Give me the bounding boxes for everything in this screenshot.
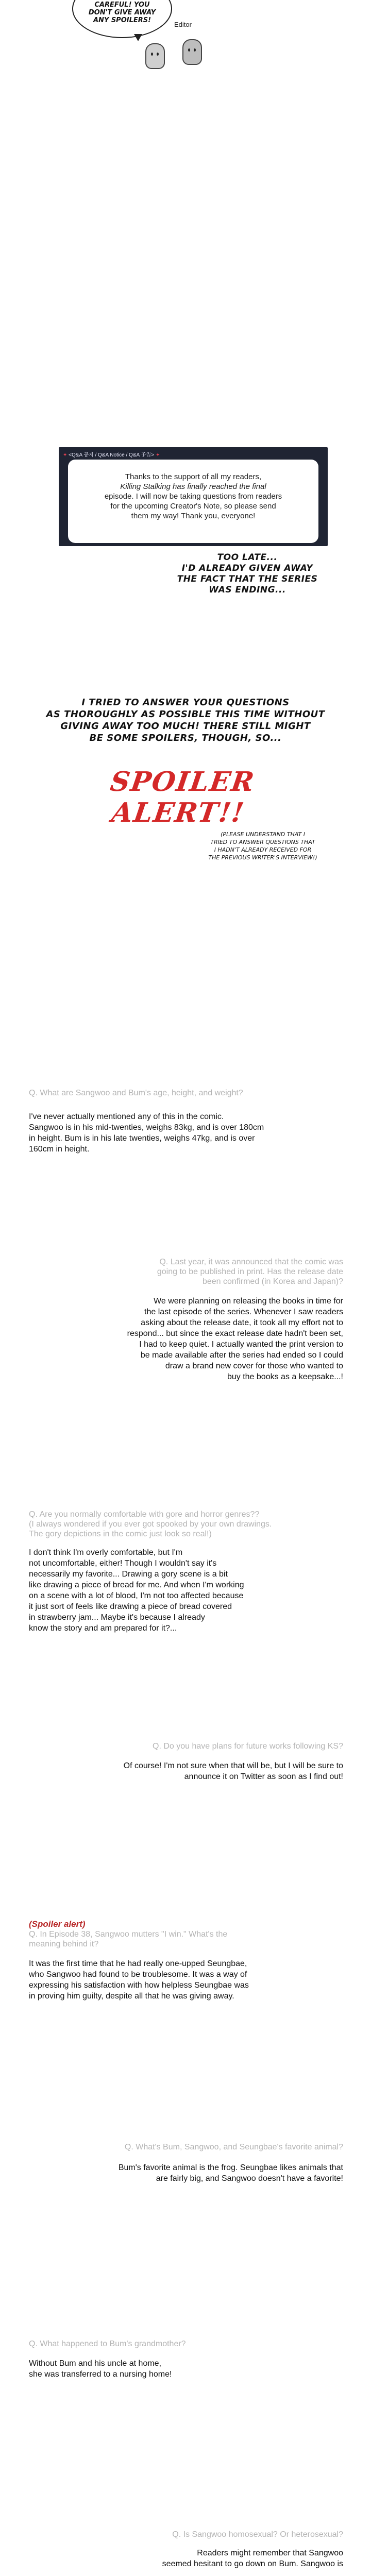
please-understand-caption [180,831,345,861]
answer [31,1296,343,1382]
answer-line: who Sangwoo had found to be troublesome. It was a way of [29,1970,247,1979]
caption-line: THE FACT THAT THE SERIES [177,574,318,584]
answer-line: Of course! I'm not sure when that will be, but I will be sure to [123,1761,343,1770]
author-character-icon [145,43,165,69]
answer-line: Without Bum and his uncle at home, [29,2359,162,2368]
answer-line: seemed hesitant to go down on Bum. Sangwoo is [162,2560,343,2568]
answer-line: Readers might remember that Sangwoo [197,2549,343,2557]
flag-icon: ✦ [156,452,160,458]
notice-message [89,472,298,521]
question-line: Q. Is Sangwoo homosexual? Or heterosexual? [172,2530,343,2539]
notice-line: Thanks to the support of all my readers, [125,472,262,481]
answer [29,1547,353,1634]
question-line: Q. In Episode 38, Sangwoo mutters "I win." What's the [29,1930,228,1939]
question [31,2142,343,2152]
caption-line: THE PREVIOUS WRITER'S INTERVIEW!) [208,854,317,861]
caption-line: TOO LATE... [217,552,278,563]
notice-line: Killing Stalking has finally reached the final [120,482,266,491]
answer [31,1760,343,1782]
qa-notice-panel [59,447,328,546]
answer-line: I had to keep quiet. I actually wanted the print version to [139,1340,343,1349]
answer-line: like drawing a piece of bread for me. And when I'm working [29,1581,244,1589]
answer [29,1111,348,1155]
answer [31,2162,343,2184]
question [31,1257,343,1286]
answer-line: in proving him guilty, despite all that he was giving away. [29,1992,234,2001]
answer-line: she was transferred to a nursing home! [29,2370,172,2379]
caption-line: I'D ALREADY GIVEN AWAY [181,563,313,573]
answer-line: are fairly big, and Sangwoo doesn't have a favorite! [156,2174,343,2183]
question [29,2339,353,2349]
answer [29,2358,353,2380]
question [29,1088,348,1098]
answer [29,1958,353,2002]
answer-line: necessarily my favorite... Drawing a gory scene is a bit [29,1570,228,1579]
question-line: (I always wondered if you ever got spooked by your own drawings. [29,1520,272,1529]
notice-header-text: <Q&A 공지 / Q&A Notice / Q&A 予告> [69,452,156,458]
answer-line: announce it on Twitter as soon as I find out! [184,1772,343,1781]
qa-item-sexuality [31,2530,343,2569]
qa-item-future-works [31,1741,343,1782]
speech-bubble [72,0,172,38]
notice-line: for the upcoming Creator's Note, so please send [110,502,276,511]
bubble-line: DON'T GIVE AWAY [88,9,156,16]
answer-line: asking about the release date, it took all my effort not to [141,1318,343,1327]
answer-line: on a scene with a lot of blood, I'm not too affected because [29,1591,244,1600]
flag-icon: ✦ [63,452,68,458]
answer-line: expressing his satisfaction with how helpless Seungbae was [29,1981,249,1990]
caption-line: I HADN'T ALREADY RECEIVED FOR [214,846,312,853]
qa-item-age-height-weight [29,1088,348,1155]
answer-line: Sangwoo is in his mid-twenties, weighs 83kg, and is over 180cm [29,1123,264,1132]
answer-line: draw a brand new cover for those who wanted to [165,1362,343,1370]
spoiler-tag: (Spoiler alert) [29,1919,86,1929]
notice-line: episode. I will now be taking questions from readers [104,492,282,501]
question-line: Q. Last year, it was announced that the comic was [159,1258,343,1266]
tried-caption [21,697,350,744]
question-line: Q. What's Bum, Sangwoo, and Seungbae's favorite animal? [124,2143,343,2151]
bubble-tail [134,34,142,41]
question [31,1741,343,1751]
question [31,2530,343,2539]
notice-message-box [68,460,318,543]
answer-line: be made available after the series had ended so I could [140,1351,343,1360]
answer-line: 160cm in height. [29,1145,90,1154]
too-late-caption [165,552,330,596]
question [29,1510,353,1539]
answer-line: Bum's favorite animal is the frog. Seungbae likes animals that [118,2163,343,2172]
question-line: Q. Are you normally comfortable with gore and horror genres?? [29,1510,260,1519]
caption-line: (PLEASE UNDERSTAND THAT I [221,831,305,838]
question-line: been confirmed (in Korea and Japan)? [202,1277,343,1286]
qa-item-print-release [31,1257,343,1382]
answer-line: buy the books as a keepsake...! [227,1372,343,1381]
question-line: Q. What are Sangwoo and Bum's age, height, and weight? [29,1089,243,1097]
caption-line: AS THOROUGHLY AS POSSIBLE THIS TIME WITHOUT [46,709,325,720]
bubble-line: ANY SPOILERS! [93,16,151,24]
question [29,1929,353,1949]
bubble-line: CAREFUL! YOU [94,1,150,9]
answer [31,2548,343,2569]
editor-label: Editor [174,21,192,28]
qa-item-grandmother [29,2339,353,2380]
caption-line: BE SOME SPOILERS, THOUGH, SO... [89,733,282,743]
caption-line: TRIED TO ANSWER QUESTIONS THAT [210,839,315,845]
qa-item-i-win [29,1919,353,2002]
notice-header [63,450,160,458]
answer-line: not uncomfortable, either! Though I wouldn't say it's [29,1559,217,1568]
answer-line: in height. Bum is in his late twenties, weighs 47kg, and is over [29,1134,255,1143]
question-line: Q. What happened to Bum's grandmother? [29,2340,186,2348]
qa-item-favorite-animal [31,2142,343,2184]
caption-line: I TRIED TO ANSWER YOUR QUESTIONS [81,697,290,708]
answer-line: the last episode of the series. Whenever I saw readers [144,1308,343,1316]
answer-line: it just sort of feels like drawing a piece of bread covered [29,1602,232,1611]
question-line: going to be published in print. Has the release date [157,1267,343,1276]
spoiler-alert-heading: SPOILER ALERT!! [108,766,257,828]
answer-line: We were planning on releasing the books in time for [154,1297,343,1306]
question-line: meaning behind it? [29,1940,99,1948]
answer-line: I don't think I'm overly comfortable, but I'm [29,1548,183,1557]
editor-character-icon [182,39,202,65]
qa-item-gore-horror [29,1510,353,1634]
answer-line: It was the first time that he had really one-upped Seungbae, [29,1959,247,1968]
caption-line: GIVING AWAY TOO MUCH! THERE STILL MIGHT [60,721,311,732]
answer-line: in strawberry jam... Maybe it's because I already [29,1613,205,1622]
question-line: Q. Do you have plans for future works following KS? [153,1742,343,1751]
notice-line: them my way! Thank you, everyone! [131,512,256,520]
answer-line: I've never actually mentioned any of this in the comic. [29,1112,224,1121]
question-line: The gory depictions in the comic just look so real!) [29,1530,212,1538]
caption-line: WAS ENDING... [209,585,286,595]
answer-line: know the story and am prepared for it?... [29,1624,177,1633]
answer-line: respond... but since the exact release date hadn't been set, [127,1329,343,1338]
